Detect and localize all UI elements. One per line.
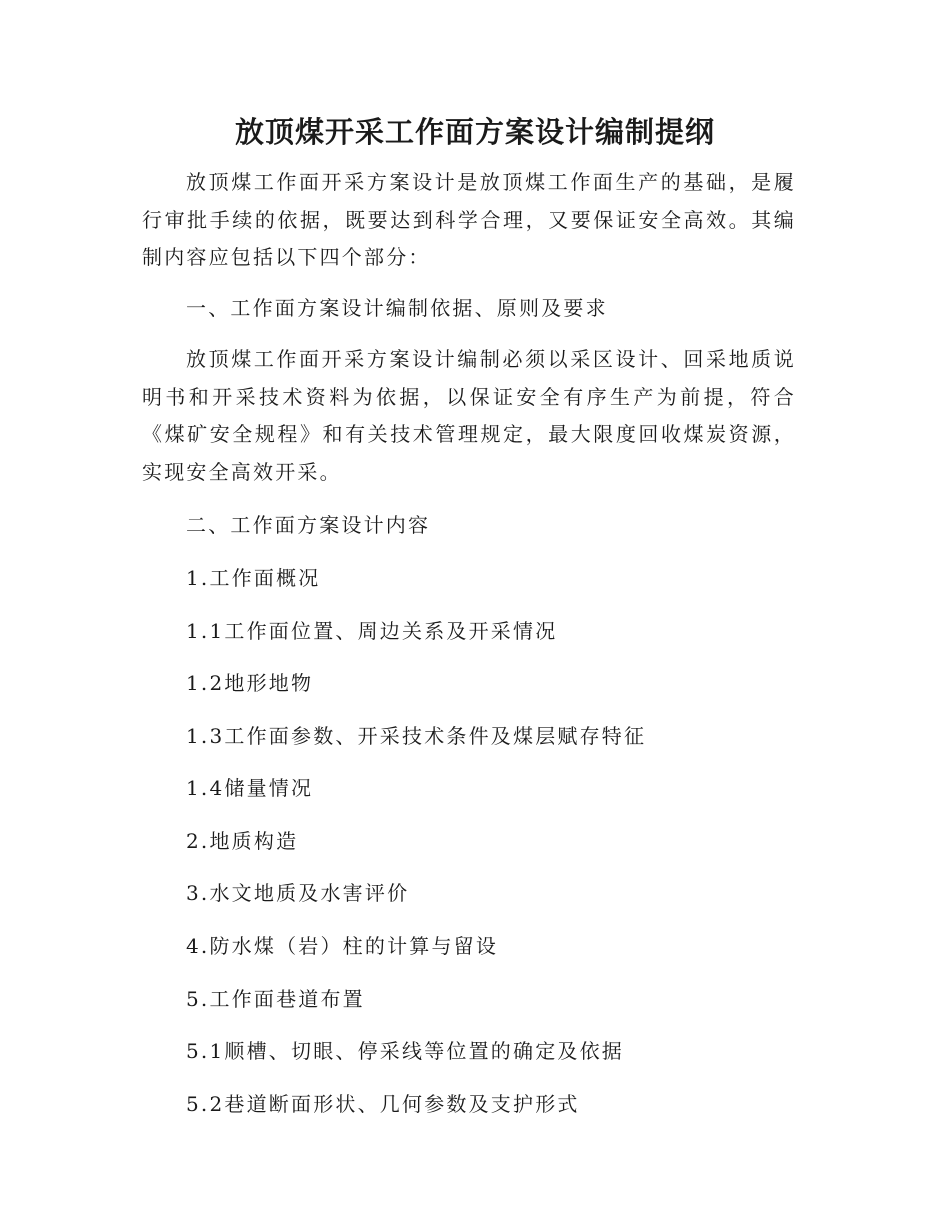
outline-item: 5.工作面巷道布置 [186, 987, 365, 1011]
outline-item: 1.1工作面位置、周边关系及开采情况 [186, 619, 558, 643]
outline-item: 5.1顺槽、切眼、停采线等位置的确定及依据 [186, 1039, 625, 1063]
document-title: 放顶煤开采工作面方案设计编制提纲 [234, 115, 715, 149]
section-2-heading: 二、工作面方案设计内容 [186, 513, 431, 537]
section-1-body: 放顶煤工作面开采方案设计编制必须以采区设计、回采地质说明书和开采技术资料为依据，以保证安全有序生产为前提，符合《煤矿安全规程》和有关技术管理规定，最大限度回收煤炭资源，实现安全高效开采。 [142, 347, 796, 484]
section-1-heading: 一、工作面方案设计编制依据、原则及要求 [186, 296, 608, 320]
outline-item: 5.2巷道断面形状、几何参数及支护形式 [186, 1092, 580, 1116]
outline-item: 4.防水煤（岩）柱的计算与留设 [186, 934, 499, 958]
intro-paragraph: 放顶煤工作面开采方案设计是放顶煤工作面生产的基础，是履行审批手续的依据，既要达到科学合理，又要保证安全高效。其编制内容应包括以下四个部分： [142, 170, 796, 269]
outline-item: 2.地质构造 [186, 829, 299, 853]
outline-item: 1.工作面概况 [186, 566, 321, 590]
outline-item: 1.3工作面参数、开采技术条件及煤层赋存特征 [186, 724, 647, 748]
outline-item: 1.2地形地物 [186, 671, 314, 695]
outline-item: 1.4储量情况 [186, 776, 314, 800]
outline-item: 3.水文地质及水害评价 [186, 881, 410, 905]
